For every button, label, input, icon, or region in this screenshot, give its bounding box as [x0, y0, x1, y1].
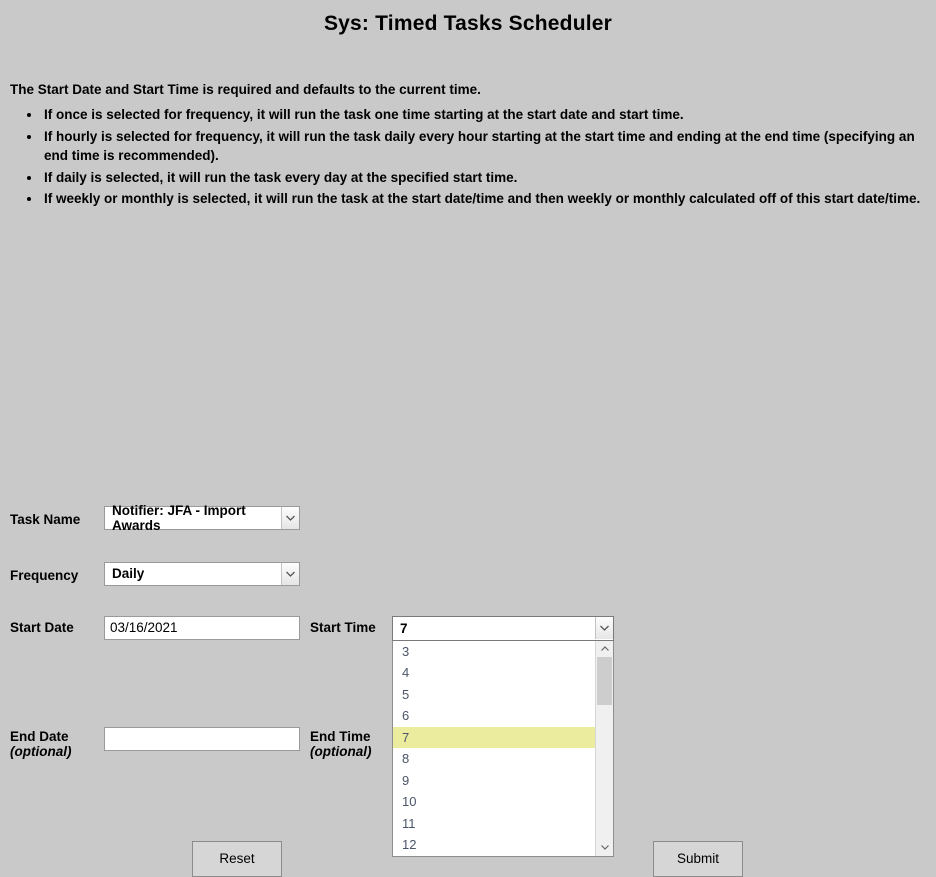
list-item: • If hourly is selected for frequency, it will run the task daily every hour starting at the start time and ending at the end time (specifying an end time is recommended). — [42, 127, 936, 166]
page-title: Sys: Timed Tasks Scheduler — [323, 12, 613, 35]
list-item[interactable]: 3 — [402, 643, 410, 659]
list-item-selected[interactable]: 7 — [393, 727, 596, 749]
list-item[interactable]: 6 — [402, 708, 410, 724]
reset-button[interactable]: Reset — [192, 841, 282, 877]
end-date-optional-note: (optional) — [10, 743, 72, 759]
list-item[interactable]: 12 — [402, 837, 417, 853]
end-time-optional-note: (optional) — [310, 743, 372, 759]
end-time-label-text: End Time — [310, 728, 371, 744]
list-item[interactable]: 10 — [402, 794, 417, 810]
end-date-label — [10, 729, 71, 759]
list-item[interactable]: 11 — [402, 815, 416, 831]
task-name-label: Task Name — [10, 511, 81, 527]
list-item[interactable]: 8 — [402, 751, 410, 767]
intro-text: The Start Date and Start Time is required and defaults to the current time. — [10, 82, 481, 97]
end-date-label-text: End Date — [10, 728, 69, 744]
submit-button[interactable]: Submit — [653, 841, 743, 877]
rules-list — [0, 105, 936, 209]
start-time-option-list[interactable] — [392, 641, 614, 857]
chevron-down-icon[interactable] — [281, 507, 299, 529]
start-time-label: Start Time — [310, 619, 376, 635]
task-name-select[interactable] — [104, 502, 300, 533]
scrollbar-thumb[interactable] — [597, 657, 612, 705]
scrollbar-track[interactable] — [596, 705, 613, 840]
chevron-down-icon[interactable] — [595, 617, 613, 639]
start-time-select[interactable] — [392, 616, 614, 641]
frequency-label: Frequency — [10, 567, 79, 583]
scroll-down-icon[interactable] — [596, 840, 613, 856]
list-item: • If daily is selected, it will run the task every day at the specified start time. — [42, 168, 936, 188]
frequency-value: Daily — [112, 566, 145, 582]
scroll-up-icon[interactable] — [596, 641, 613, 657]
dropdown-scrollbar[interactable] — [595, 641, 613, 856]
end-date-input[interactable] — [104, 727, 300, 751]
list-item[interactable]: 4 — [402, 665, 410, 681]
task-name-value: Notifier: JFA - Import Awards — [112, 502, 246, 533]
frequency-select[interactable] — [104, 562, 300, 586]
end-time-label — [310, 729, 371, 759]
list-item[interactable]: 9 — [402, 772, 410, 788]
start-date-label: Start Date — [10, 619, 74, 635]
list-item: • If once is selected for frequency, it will run the task one time starting at the start date and start time. — [42, 105, 936, 125]
start-time-value: 7 — [400, 620, 408, 636]
start-time-options — [393, 641, 596, 856]
start-time-dropdown[interactable] — [392, 616, 614, 857]
list-item[interactable]: 5 — [402, 686, 410, 702]
start-date-value: 03/16/2021 — [110, 620, 178, 636]
chevron-down-icon[interactable] — [281, 563, 299, 585]
list-item: • If weekly or monthly is selected, it will run the task at the start date/time and then weekly or monthly calculated off of this start date/time. — [42, 189, 936, 209]
start-date-input[interactable] — [104, 616, 300, 640]
